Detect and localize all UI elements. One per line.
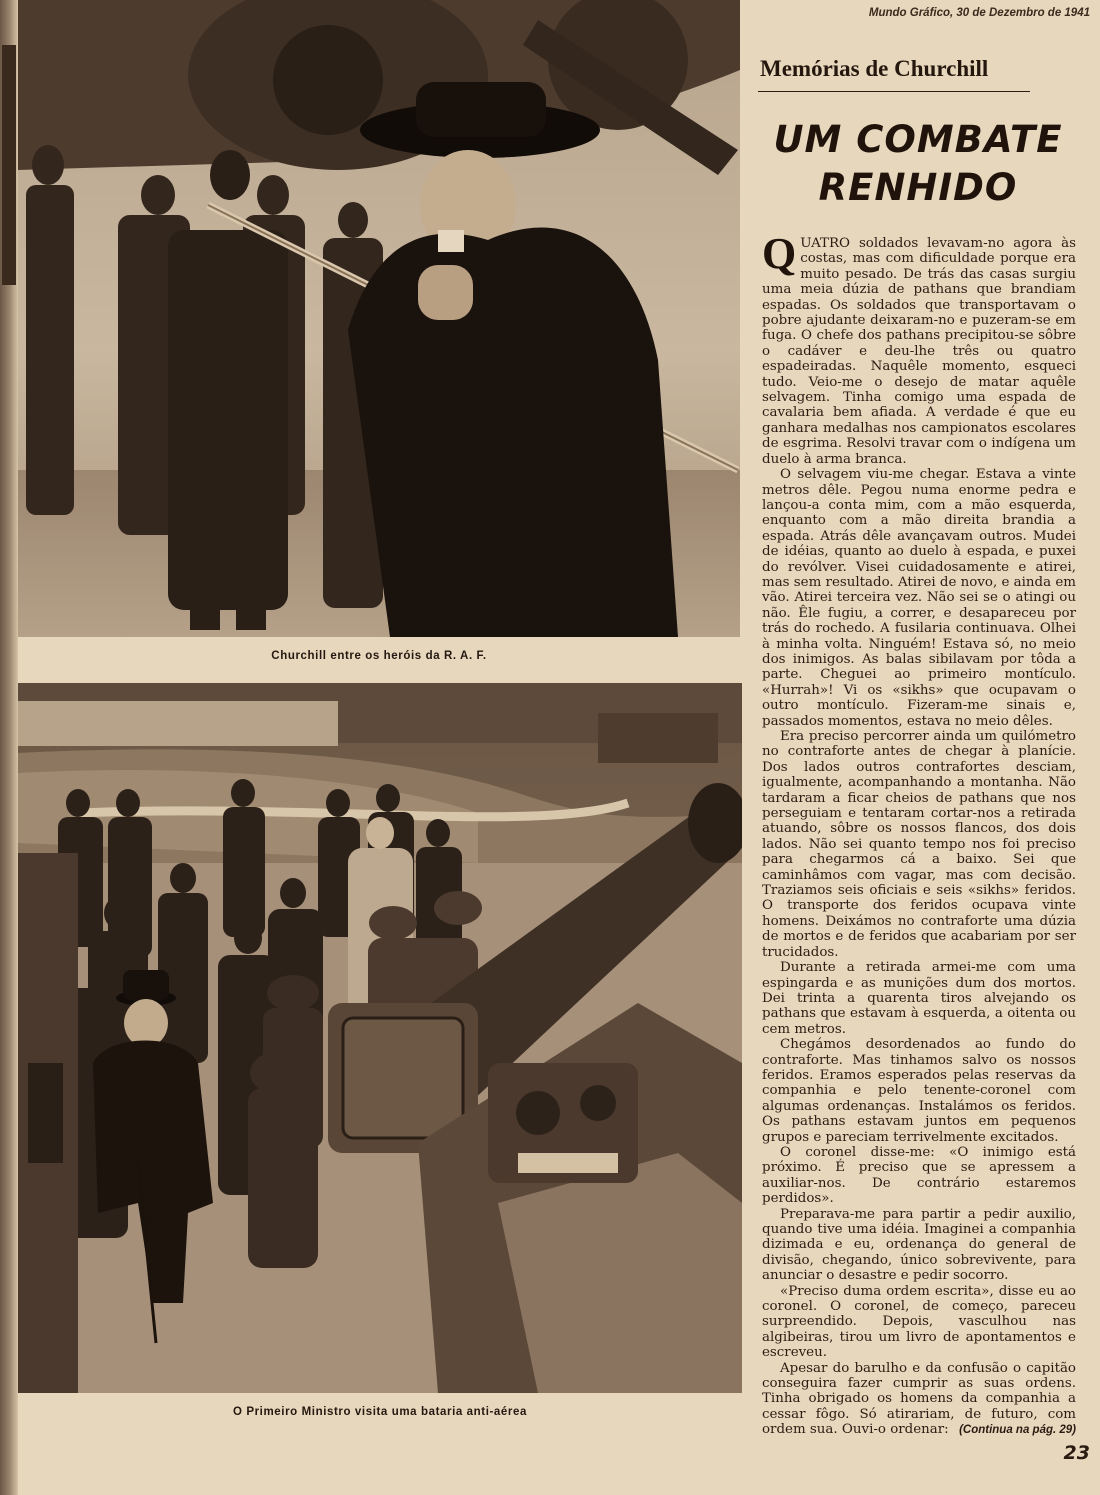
photo-churchill-raf [18,0,740,637]
photo-anti-aircraft-battery [18,683,742,1393]
article-paragraph-text: UATRO soldados levavam-no agora às costas, mas com dificuldade porque era muito pesado. De trás das casas surgiu uma meia dúzia de pathans que brandiam espadas. Os soldados que transportavam o pobre ajudante deixaram-no e puzeram-se em fuga. O chefe dos pathans precipitou-se sôbre o cadáver e deu-lhe três ou quatro espadeiradas. Naquêle momento, esqueci tudo. Veio-me o desejo de matar aquêle selvagem. Tinha comigo uma espada de cavalaria bem afiada. A verdade é que eu ganhara medalhas nos campionatos escolares de esgrima. Resolvi travar com o indígena um duelo à arma branca. [762,236,1076,467]
page-number: 23 [1063,1442,1090,1464]
photo-anti-aircraft-battery-image [18,683,742,1393]
publication-date-line: Mundo Gráfico, 30 de Dezembro de 1941 [868,7,1090,19]
article-body [762,229,1076,1438]
article-paragraph: Era preciso percorrer ainda um quilómetro no contraforte antes de chegar à planície. Dos lados outros contrafortes desciam, igualmente, acompanhando a montanha. Não tardaram a ficar cheios de pathans que nos perseguiam e tentaram cortar-nos a retirada atuando, sôbre os nossos flancos, dos dois lados. Não sei quanto tempo nos foi preciso para chegarmos cá a baixo. Sei que caminhâmos com vagar, mas com decisão. Traziamos seis oficiais e seis «sikhs» feridos. O transporte dos feridos ocupava vinte homens. Deixámos no contraforte uma dúzia de mortos e de feridos que acabariam por ser trucidados. [762,729,1076,960]
article-paragraph [762,229,1076,467]
article-paragraph: Apesar do barulho e da confusão o capitão conseguira fazer cumprir as suas ordens. Tinha obrigado os homens da companhia a cessar fôgo. Só atirariam, de futuro, com ordem sua. Ouvi-o ordenar: [762,1360,1076,1438]
photo-caption-top: Churchill entre os heróis da R. A. F. [271,650,487,662]
article-paragraph: «Preciso duma ordem escrita», disse eu ao coronel. O coronel, de começo, pareceu surpreendido. Depois, vasculhou nas algibeiras, tirou um livro de apontamentos e escreveu. [762,1283,1076,1361]
continuation-note: (Continua na pág. 29) [959,1424,1076,1436]
headline-line-2: RENHIDO [818,166,1018,209]
binding-tab [2,45,16,285]
page-binding-edge [0,0,18,1495]
article-headline [758,116,1078,212]
article-paragraph: Chegámos desordenados ao fundo do contraforte. Mas tinhamos salvo os nossos feridos. Eramos esperados pelas reservas da companhia e pelo tenente-coronel com algumas ordenanças. Instalámos os feridos. Os pathans estavam juntos em pequenos grupos e pareciam terrivelmente excitados. [762,1037,1076,1145]
series-title: Memórias de Churchill [760,56,989,81]
series-title-rule [758,91,1030,92]
photo-churchill-raf-image [18,0,740,637]
article-paragraph: O selvagem viu-me chegar. Estava a vinte metros dêle. Pegou numa enorme pedra e lançou-a conta mim, com a mão esquerda, enquanto com a mão direita brandia a espada. Atrás dêle avançavam outros. Mudei de idéias, quanto ao duelo à espada, e puxei do revólver. Visei cuidadosamente e atirei, mas sem resultado. Atirei de novo, e ainda em vão. Atirei terceira vez. Não sei se o atingi ou não. Êle fugiu, a correr, e desapareceu por trás do rochedo. A fusilaria continuava. Olhei à minha volta. Ninguém! Estava só, no meio dos inimigos. As balas sibilavam por tôda a parte. Cheguei ao primeiro montículo. «Hurrah»! Vi os «sikhs» que ocupavam o outro montículo. Fizeram-me sinais e, passados momentos, estava no meio dêles. [762,467,1076,729]
article-paragraph: O coronel disse-me: «O inimigo está próximo. É preciso que se apressem a auxiliar-nos. De contrário estaremos perdidos». [762,1144,1076,1207]
article-paragraph: Durante a retirada armei-me com uma espingarda e as munições dum dos mortos. Dei trinta a quarenta tiros alvejando os pathans que estavam à esquerda, a oitenta ou cem metros. [762,960,1076,1037]
drop-cap: Q [762,229,797,278]
photo-caption-bottom: O Primeiro Ministro visita uma bataria anti-aérea [233,1406,527,1418]
headline-line-1: UM COMBATE [773,118,1063,161]
article-paragraph: Preparava-me para partir a pedir auxilio, quando tive uma idéia. Imaginei a companhia dizimada e eu, ordenança do general de divisão, chegando, único sobrevivente, para anunciar o desastre e pedir socorro. [762,1206,1076,1284]
